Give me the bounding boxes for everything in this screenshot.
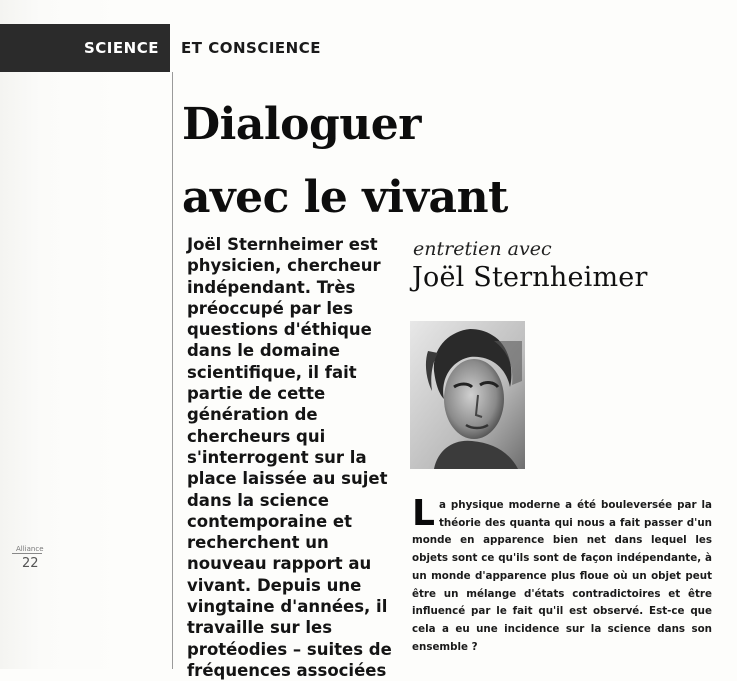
lead-text: a physique moderne a été bouleversée par la théorie des quanta qui nous a fait passer d'un monde en apparence bien net dans lequel les objets sont ce qu'ils sont de façon indépendante, à un monde d'apparence plus floue où un objet peut être un mélange d'états contradictoires et être influencé par le fait qu'il est observé. Est-ce que cela a eu une incidence sur la science dans son ensemble ? [412, 499, 712, 653]
folio-label: Alliance [16, 545, 44, 553]
folio-rule [12, 553, 42, 554]
drop-cap: L [412, 493, 435, 534]
byline-name: Joël Sternheimer [412, 262, 648, 293]
portrait-drawing [410, 321, 525, 469]
rubric-continuation: ET CONSCIENCE [181, 39, 321, 57]
lead-paragraph [412, 493, 712, 656]
portrait-photo-icon [410, 321, 525, 469]
title-line-1: Dialoguer [182, 99, 421, 150]
byline-prefix: entretien avec [413, 238, 552, 260]
title-line-2: avec le vivant [182, 172, 508, 223]
page-number: 22 [22, 556, 39, 571]
intro-paragraph: Joël Sternheimer est physicien, chercheur indépendant. Très préoccupé par les questions d'éthique dans le domaine scientifique, il fait partie de cette génération de chercheurs qui s'interrogent sur la place laissée au sujet dans la science contemporaine et recherchent un nouveau rapport au vivant. Depuis une vingtaine d'années, il travaille sur les protéodies – suites de fréquences associées [187, 235, 392, 680]
rubric-section: SCIENCE [84, 39, 159, 57]
article-title [182, 88, 602, 234]
column-divider [172, 72, 173, 669]
